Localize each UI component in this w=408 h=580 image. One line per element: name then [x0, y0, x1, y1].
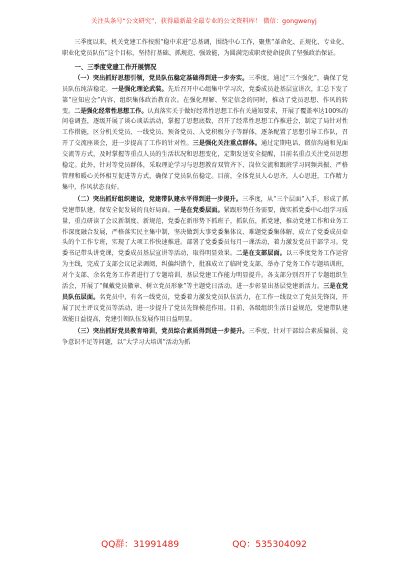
paragraph-1-point-3: 三是强化关注重点群体。 [192, 140, 262, 148]
paragraph-2-point-3: 三是在党员队伍层面。 [62, 283, 349, 301]
paragraph-2-text-d: 名党员中，有名一线党员，党委着力激发党员队伍活力，在工作一线设立了党员先锋岗，开展了民主评议党员等活动，进一步提升了党员先锋模范作用。目前，各级组织生活日益规范，党建带队建效能日益提高，党建引领队伍发展作用日益明显。 [62, 293, 349, 323]
paragraph-3-text-a: 三季度，针对干部综合素质偏弱、竞争意识不足等问题，以“大学习大培训”活动为抓 [62, 327, 348, 346]
paragraph-1-text-b: 先后召开中心组集中学习次，党委成员赴基层宣讲次，汇总下发了第“应知应会”内容，组织集体政治教育次。在强化理解、坚定信念的同时，推动了党员思想、作风的转变。 [62, 85, 349, 115]
section-heading: 一、三季度党建工作开展情况 [74, 63, 157, 71]
document-body [62, 38, 348, 348]
paragraph-2-point-1: 一是在党委层面。 [173, 206, 224, 214]
paragraph-2-text-b: 紧跟形势任务需要，做实抓党委中心组学习质量，重点研读了会议新制度、新规范，党委在新形势下抓班子，抓队伍，抓党建，推动党建工作和业务工作深度融合发展，严格落实民主集中制，坚决做到大事党委集体议、难题党委集体解，成立了党委成员牵头的个工作专班，实现了大项工作快速推进。部署了党委委员每月一课活动，着力激发党员干部学习。党委书记带头讲党课，党委成员基层宣讲等活动，取得明显效果。 [62, 206, 349, 258]
paragraph-2-point-2: 二是在支部层面。 [236, 250, 286, 258]
paragraph-1-text-d: 通过定期电话、微信沟通和见面交流等方式，及时掌握等重点人员的生活状况和思想变化，定期发送安全提醒，目前名重点关注党员思想稳定。此外，针对等党员群体，采取理论学习与思想教育双管齐下、岗位交流和跟班学习同频共振、严格管理和暖心关怀相互促进等方式，确保了党员队伍稳定。目前，全体党员人心思齐，人心思进，工作精力集中，作风状态良好。 [62, 140, 349, 191]
footer-qq-group: QQ群：31991489 [101, 540, 180, 550]
paragraph-2-text-c: 以三季度党务工作运营为主线，完成了支部会议记录调阅，纠偏纠错个，批准成立了临时党支部，举办了党务工作专题培训班，对个支部、余名党务工作者进行了专题培训，基层党建工作能力明显提升。各支部分别召开了专题组织生活会，开展了“佩戴党员徽章、树立党员形象”等主题党日活动，进一步彰显出基层党建新活力。 [62, 250, 349, 291]
footer-qq: QQ：535304092 [232, 540, 307, 550]
top-banner [0, 0, 408, 30]
paragraph-1-text-a: 三季度，通过“三个强化”，确保了党员队伍纯洁稳定。 [62, 74, 348, 93]
paragraph-2-text-a: 三季度，从“三个层面”入手，形成了抓党建带队建，保安全促发展的良好局面。 [62, 195, 348, 214]
paragraph-2-lead: （二）突出抓好组织建设，党建带队建水平得到进一步提升。 [74, 195, 243, 203]
paragraph-1-point-1: 一是强化理论武装。 [111, 85, 168, 93]
paragraph-2 [62, 195, 348, 326]
paragraph-1-text-c: 认真落实关于做好经常性思想工作有关通知要求，开展了覆盖率达100%的问卷调查，逐级开展了谈心谈话活动，掌握了思想底数，召开了经常性思想工作推进会，制定了局针对性工作措施，区分机关党员、一线党员、预备党员、入党积极分子等群体，逐条配置了思想引导工作队，召开了交流座谈会，进一步提高了工作的针对性。 [62, 107, 349, 148]
banner-text: 关注头条号“公文研究”，获得最新最全最专业的公文资料库！ 微信：gongwenyj [91, 18, 317, 25]
paragraph-1-point-2: 二是强化经常性思想工作。 [74, 107, 148, 115]
paragraph-3 [62, 327, 348, 349]
intro-paragraph: 三季度以来，机关党建工作按照“稳中求进”总基调，围绕中心工作，聚焦“革命化、正规化、专业化、职业化党员队伍”这个目标，坚持打基础、抓规范、强效能，为圆满完成职责使命提供了坚强政治保证。 [62, 39, 348, 57]
paragraph-3-lead: （三）突出抓好党员教育培训，党员综合素质得到进一步提升。 [74, 327, 249, 335]
footer-contact [0, 532, 408, 556]
paragraph-1-lead: （一）突出抓好思想引领，党员队伍稳定基础得到进一步夯实。 [74, 74, 249, 82]
paragraph-1 [62, 74, 348, 194]
